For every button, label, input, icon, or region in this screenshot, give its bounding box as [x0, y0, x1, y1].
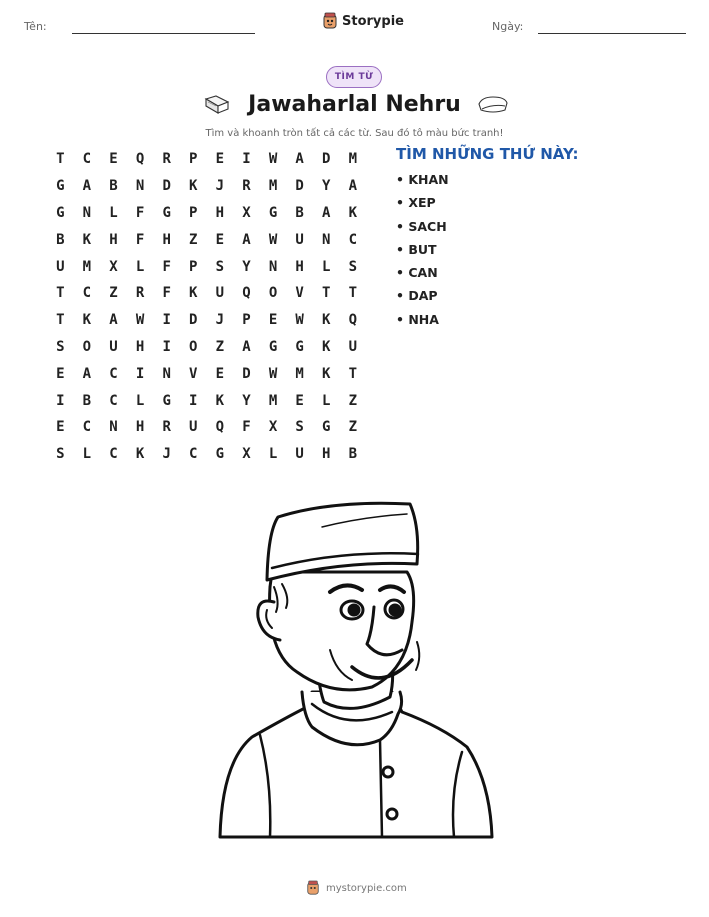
grid-cell[interactable]: R [162, 151, 171, 168]
grid-cell[interactable]: U [189, 419, 198, 436]
grid-row [47, 414, 366, 441]
grid-cell[interactable]: M [348, 151, 358, 168]
grid-row [47, 173, 366, 200]
grid-cell[interactable]: N [322, 231, 331, 248]
page-title: Jawaharlal Nehru [248, 92, 461, 117]
grid-cell[interactable]: I [135, 365, 145, 382]
grid-row [47, 334, 366, 361]
grid-cell[interactable]: K [189, 285, 198, 302]
grid-cell[interactable]: P [189, 151, 198, 168]
grid-cell[interactable]: C [82, 151, 92, 168]
grid-cell[interactable]: U [109, 338, 118, 355]
date-label: Ngày: [492, 20, 524, 33]
brand-name: Storypie [342, 13, 404, 29]
grid-cell[interactable]: Y [242, 392, 251, 409]
date-line[interactable] [538, 33, 686, 34]
grid-cell[interactable]: L [322, 392, 331, 409]
grid-cell[interactable]: A [242, 231, 251, 248]
grid-cell[interactable]: E [268, 312, 278, 329]
grid-cell[interactable]: O [268, 285, 278, 302]
grid-cell[interactable]: H [135, 419, 145, 436]
grid-cell[interactable]: G [322, 419, 331, 436]
grid-cell[interactable]: E [109, 151, 118, 168]
grid-cell[interactable]: L [109, 204, 118, 221]
grid-cell[interactable]: N [109, 419, 118, 436]
grid-cell[interactable]: U [348, 338, 358, 355]
grid-cell[interactable]: X [109, 258, 118, 275]
grid-cell[interactable]: G [162, 204, 171, 221]
grid-cell[interactable]: W [135, 312, 145, 329]
grid-cell[interactable]: C [109, 392, 118, 409]
grid-cell[interactable]: B [82, 392, 92, 409]
grid-cell[interactable]: G [162, 392, 171, 409]
grid-cell[interactable]: H [215, 204, 225, 221]
grid-cell[interactable]: C [109, 365, 118, 382]
grid-cell[interactable]: R [242, 178, 251, 195]
grid-cell[interactable]: U [295, 446, 304, 463]
footer [306, 880, 407, 896]
grid-cell[interactable]: I [162, 338, 171, 355]
grid-cell[interactable]: K [348, 204, 358, 221]
word-item: • SACH [396, 218, 447, 234]
grid-cell[interactable]: G [295, 338, 304, 355]
grid-cell[interactable]: K [322, 365, 331, 382]
grid-cell[interactable]: K [322, 312, 331, 329]
word-list-title: TÌM NHỮNG THỨ NÀY: [396, 145, 579, 163]
activity-badge: TÌM TỪ [326, 66, 382, 88]
grid-cell[interactable]: F [242, 419, 251, 436]
grid-cell[interactable]: N [135, 178, 145, 195]
grid-row [47, 146, 366, 173]
grid-cell[interactable]: M [295, 365, 304, 382]
grid-cell[interactable]: T [322, 285, 331, 302]
word-item: • XEP [396, 195, 436, 211]
grid-cell[interactable]: S [215, 258, 225, 275]
grid-cell[interactable]: A [82, 178, 92, 195]
grid-cell[interactable]: N [268, 258, 278, 275]
grid-cell[interactable]: T [56, 312, 65, 329]
brand-logo [322, 12, 404, 30]
grid-cell[interactable]: Z [109, 285, 118, 302]
grid-cell[interactable]: V [189, 365, 198, 382]
grid-cell[interactable]: C [82, 285, 92, 302]
grid-cell[interactable]: P [189, 204, 198, 221]
word-item: • BUT [396, 241, 437, 257]
grid-row [47, 441, 366, 468]
grid-cell[interactable]: V [295, 285, 304, 302]
word-list [396, 170, 449, 333]
name-line[interactable] [72, 33, 255, 34]
name-label: Tên: [24, 20, 47, 33]
grid-row [47, 200, 366, 227]
grid-cell[interactable]: C [348, 231, 358, 248]
storypie-mascot-icon [322, 12, 338, 30]
grid-cell[interactable]: A [348, 178, 358, 195]
grid-row [47, 253, 366, 280]
grid-cell[interactable]: J [215, 312, 225, 329]
grid-cell[interactable]: M [268, 392, 278, 409]
word-search-grid[interactable] [47, 146, 366, 468]
grid-row [47, 307, 366, 334]
grid-cell[interactable]: Z [348, 419, 358, 436]
grid-row [47, 226, 366, 253]
grid-cell[interactable]: L [135, 392, 145, 409]
grid-cell[interactable]: B [56, 231, 65, 248]
grid-cell[interactable]: Z [348, 392, 358, 409]
grid-cell[interactable]: H [322, 446, 331, 463]
grid-cell[interactable]: K [322, 338, 331, 355]
grid-cell[interactable]: Q [242, 285, 251, 302]
grid-cell[interactable]: P [242, 312, 251, 329]
grid-cell[interactable]: F [162, 258, 171, 275]
grid-cell[interactable]: S [295, 419, 304, 436]
grid-cell[interactable]: I [242, 151, 251, 168]
grid-cell[interactable]: J [162, 446, 171, 463]
grid-cell[interactable]: B [109, 178, 118, 195]
grid-cell[interactable]: S [348, 258, 358, 275]
grid-cell[interactable]: I [162, 312, 171, 329]
grid-cell[interactable]: F [162, 285, 171, 302]
grid-cell[interactable]: E [215, 231, 225, 248]
grid-cell[interactable]: Y [322, 178, 331, 195]
grid-cell[interactable]: D [322, 151, 331, 168]
grid-cell[interactable]: U [56, 258, 65, 275]
grid-cell[interactable]: Q [135, 151, 145, 168]
grid-cell[interactable]: C [189, 446, 198, 463]
grid-cell[interactable]: F [135, 204, 145, 221]
grid-cell[interactable]: Q [215, 419, 225, 436]
grid-cell[interactable]: M [268, 178, 278, 195]
grid-cell[interactable]: U [295, 231, 304, 248]
grid-cell[interactable]: C [109, 446, 118, 463]
grid-cell[interactable]: H [109, 231, 118, 248]
grid-cell[interactable]: N [162, 365, 171, 382]
grid-cell[interactable]: B [295, 204, 304, 221]
grid-cell[interactable]: L [135, 258, 145, 275]
word-item: • DAP [396, 288, 438, 304]
grid-cell[interactable]: E [295, 392, 304, 409]
grid-cell[interactable]: F [135, 231, 145, 248]
word-item: • KHAN [396, 172, 449, 187]
grid-cell[interactable]: L [268, 446, 278, 463]
grid-cell[interactable]: T [56, 285, 65, 302]
grid-cell[interactable]: T [56, 151, 65, 168]
grid-cell[interactable]: H [162, 231, 171, 248]
grid-cell[interactable]: R [135, 285, 145, 302]
grid-cell[interactable]: D [295, 178, 304, 195]
grid-cell[interactable]: I [56, 392, 65, 409]
grid-cell[interactable]: N [82, 204, 92, 221]
grid-cell[interactable]: Q [348, 312, 358, 329]
grid-cell[interactable]: O [189, 338, 198, 355]
grid-cell[interactable]: A [82, 365, 92, 382]
instructions: Tìm và khoanh tròn tất cả các từ. Sau đó tô màu bức tranh! [205, 128, 504, 139]
grid-cell[interactable]: U [215, 285, 225, 302]
grid-cell[interactable]: G [215, 446, 225, 463]
grid-cell[interactable]: G [56, 204, 65, 221]
grid-cell[interactable]: K [189, 178, 198, 195]
nehru-portrait-illustration[interactable] [212, 492, 497, 854]
grid-cell[interactable]: P [189, 258, 198, 275]
grid-row [47, 280, 366, 307]
grid-cell[interactable]: G [268, 338, 278, 355]
footer-url[interactable]: mystorypie.com [326, 882, 407, 894]
grid-cell[interactable]: O [82, 338, 92, 355]
grid-cell[interactable]: Y [242, 258, 251, 275]
grid-cell[interactable]: W [268, 231, 278, 248]
grid-cell[interactable]: A [322, 204, 331, 221]
grid-cell[interactable]: C [82, 419, 92, 436]
cap-icon [476, 94, 510, 116]
grid-cell[interactable]: T [348, 365, 358, 382]
grid-cell[interactable]: W [268, 365, 278, 382]
grid-cell[interactable]: E [215, 365, 225, 382]
grid-cell[interactable]: I [189, 392, 198, 409]
word-item: • CAN [396, 265, 438, 281]
grid-cell[interactable]: A [295, 151, 304, 168]
grid-cell[interactable]: K [82, 231, 92, 248]
grid-cell[interactable]: S [56, 338, 65, 355]
storypie-mascot-icon [306, 880, 320, 896]
grid-cell[interactable]: R [162, 419, 171, 436]
grid-cell[interactable]: B [348, 446, 358, 463]
grid-cell[interactable]: H [295, 258, 304, 275]
grid-cell[interactable]: D [242, 365, 251, 382]
grid-cell[interactable]: X [242, 204, 251, 221]
grid-cell[interactable]: E [215, 151, 225, 168]
grid-cell[interactable]: W [295, 312, 304, 329]
grid-cell[interactable]: K [82, 312, 92, 329]
word-item: • NHA [396, 311, 439, 327]
grid-cell[interactable]: K [215, 392, 225, 409]
grid-cell[interactable]: X [242, 446, 251, 463]
grid-row [47, 360, 366, 387]
grid-cell[interactable]: A [109, 312, 118, 329]
grid-cell[interactable]: J [215, 178, 225, 195]
grid-cell[interactable]: E [56, 419, 65, 436]
grid-cell[interactable]: G [268, 204, 278, 221]
grid-cell[interactable]: L [82, 446, 92, 463]
grid-cell[interactable]: X [268, 419, 278, 436]
grid-cell[interactable]: D [162, 178, 171, 195]
grid-cell[interactable]: L [322, 258, 331, 275]
grid-cell[interactable]: S [56, 446, 65, 463]
grid-cell[interactable]: A [242, 338, 251, 355]
grid-cell[interactable]: Z [215, 338, 225, 355]
grid-cell[interactable]: K [135, 446, 145, 463]
grid-cell[interactable]: G [56, 178, 65, 195]
grid-cell[interactable]: E [56, 365, 65, 382]
grid-cell[interactable]: T [348, 285, 358, 302]
grid-cell[interactable]: H [135, 338, 145, 355]
grid-cell[interactable]: M [82, 258, 92, 275]
grid-cell[interactable]: D [189, 312, 198, 329]
grid-cell[interactable]: Z [189, 231, 198, 248]
grid-cell[interactable]: W [268, 151, 278, 168]
grid-row [47, 387, 366, 414]
